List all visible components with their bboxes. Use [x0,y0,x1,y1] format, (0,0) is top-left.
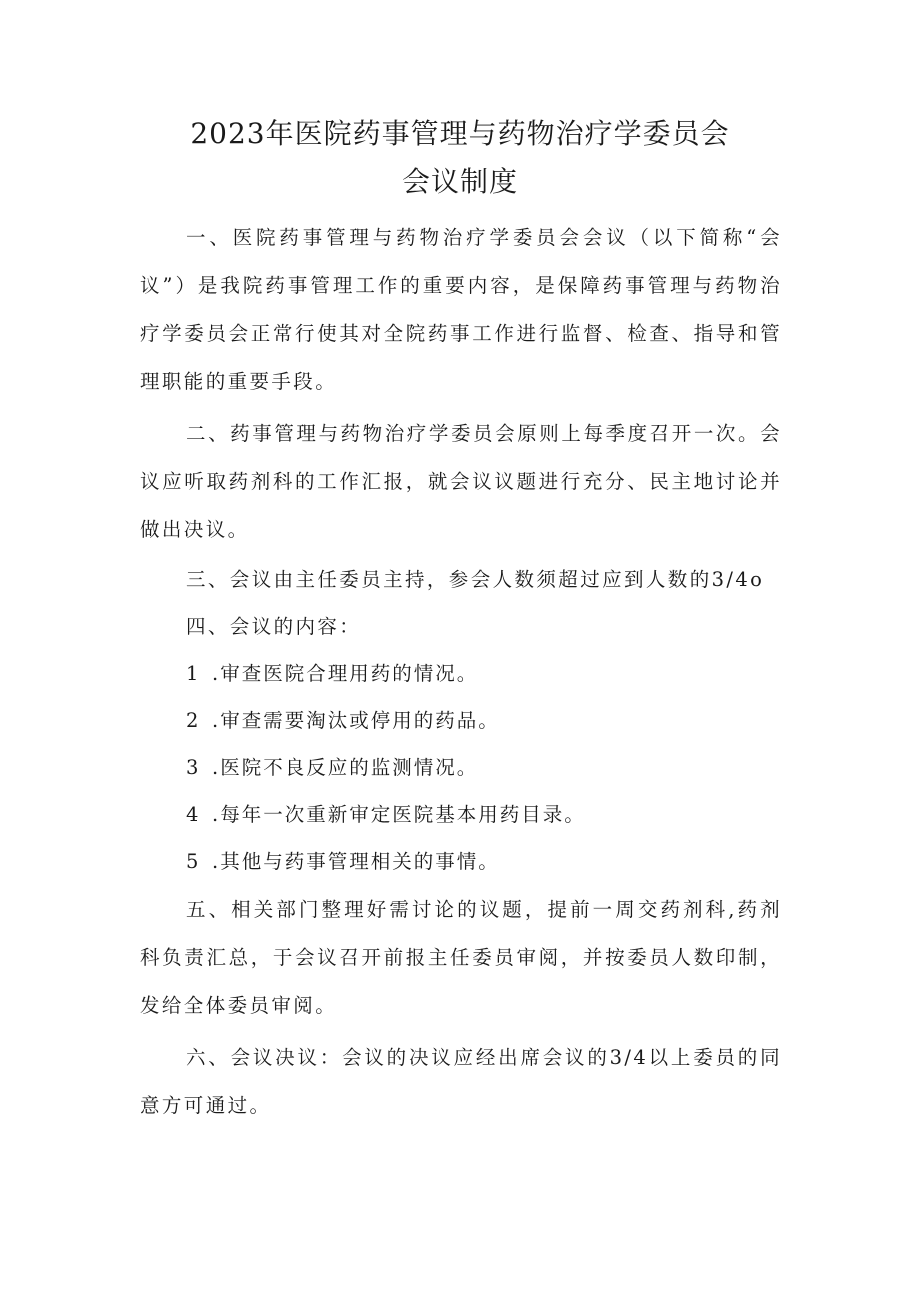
paragraph-2: 二、药事管理与药物治疗学委员会原则上每季度召开一次。会议应听取药剂科的工作汇报，就会议议题进行充分、民主地讨论并做出决议。 [140,422,782,541]
list-item [186,744,782,792]
paragraph-4: 四、会议的内容： [186,615,362,638]
list-item [186,791,782,839]
list-item-text: .每年一次重新审定医院基本用药目录。 [212,803,586,826]
paragraph-6: 六、会议决议：会议的决议应经出席会议的3/4以上委员的同意方可通过。 [140,1046,782,1117]
list-item [186,838,782,886]
list-item-number: 1 [186,662,201,685]
paragraph-1: 一、医院药事管理与药物治疗学委员会会议（以下简称“会议”）是我院药事管理工作的重要内容，是保障药事管理与药物治疗学委员会正常行使其对全院药事工作进行监督、检查、指导和管理职能的重要手段。 [140,226,782,393]
list-item-text: .审查医院合理用药的情况。 [212,662,479,685]
list-item-text: .医院不良反应的监测情况。 [212,756,479,779]
paragraph-3: 三、会议由主任委员主持，参会人数须超过应到人数的3/4o [186,568,765,591]
paragraph-5: 五、相关部门整理好需讨论的议题，提前一周交药剂科,药剂科负责汇总，于会议召开前报主任委员审阅，并按委员人数印制，发给全体委员审阅。 [140,898,782,1017]
list-item [186,650,782,698]
list-item-text: .其他与药事管理相关的事情。 [212,850,500,873]
list-item-number: 2 [186,709,201,732]
document-subtitle: 会议制度 [401,165,518,198]
list-item-number: 5 [186,850,201,873]
list-item-number: 4 [186,803,201,826]
list-item [186,697,782,745]
list-item-number: 3 [186,756,201,779]
list-item-text: .审查需要淘汰或停用的药品。 [212,709,500,732]
document-title: 2023年医院药事管理与药物治疗学委员会 [190,117,730,150]
